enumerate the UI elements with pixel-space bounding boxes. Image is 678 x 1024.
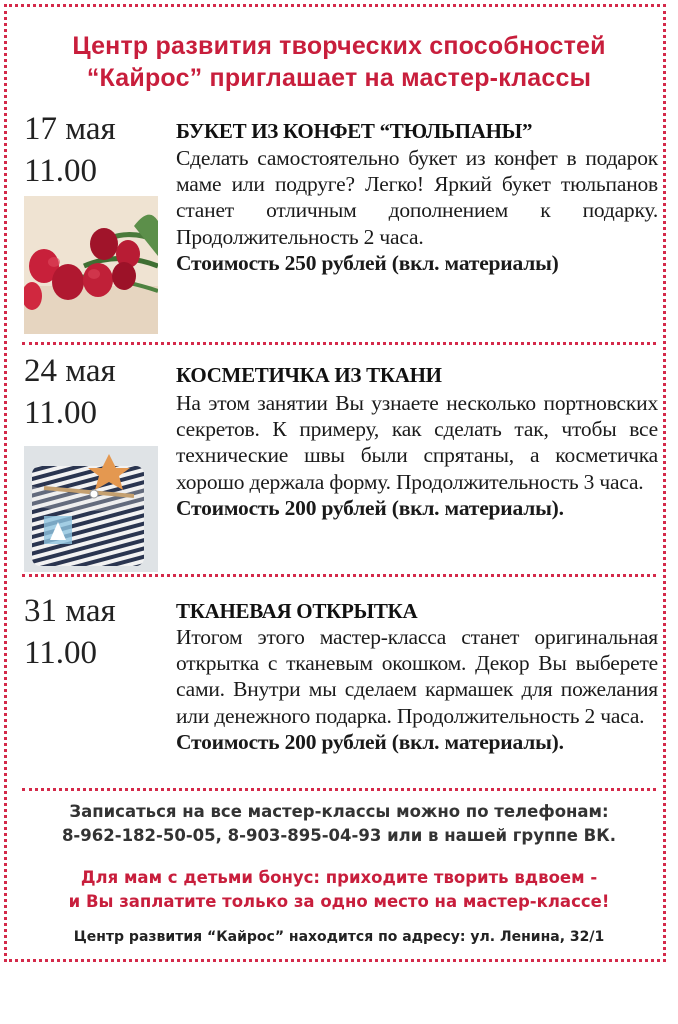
- class-2-time: 11.00: [24, 395, 98, 431]
- class-1-description-block: [176, 145, 658, 276]
- header-line-2: “Кайрос” приглашает на мастер-классы: [86, 64, 592, 92]
- class-3-date: 31 мая: [24, 593, 116, 629]
- separator-1: [22, 342, 656, 345]
- class-2-description: На этом занятии Вы узнаете несколько портновских секретов. К примеру, как сделать так, чтобы все технические швы были спрятаны, а косметичка хорошо держала форму. Продолжительность 3 часа.: [176, 391, 658, 494]
- class-3-datetime: [24, 590, 164, 674]
- bonus-line-2: и Вы заплатите только за одно место на мастер-классе!: [68, 892, 610, 911]
- signup-info: [0, 800, 678, 848]
- class-2-cosmetic-bag-photo: [24, 446, 158, 584]
- class-1-datetime: [24, 108, 164, 192]
- class-1-title: БУКЕТ ИЗ КОНФЕТ “ТЮЛЬПАНЫ”: [176, 119, 533, 143]
- class-3-time: 11.00: [24, 635, 98, 671]
- class-3-title: ТКАНЕВАЯ ОТКРЫТКА: [176, 599, 418, 623]
- class-2-date: 24 мая: [24, 353, 116, 389]
- class-3-description-block: [176, 624, 658, 755]
- class-3-description: Итогом этого мастер-класса станет оригинальная открытка с тканевым окошком. Декор Вы выберете сами. Внутри мы сделаем кармашек для пожелания или денежного подарка. Продолжительность 2 часа.: [176, 625, 658, 728]
- signup-line-1: Записаться на все мастер-классы можно по телефонам:: [69, 802, 609, 821]
- class-2-price: Стоимость 200 рублей (вкл. материалы).: [176, 495, 564, 520]
- class-3-price: Стоимость 200 рублей (вкл. материалы).: [176, 729, 564, 754]
- class-1-tulip-bouquet-photo: [24, 196, 158, 334]
- address-info: Центр развития “Кайрос” находится по адресу: ул. Ленина, 32/1: [73, 929, 605, 945]
- class-1-time: 11.00: [24, 153, 98, 189]
- class-2-datetime: [24, 350, 164, 434]
- header-line-1: Центр развития творческих способностей: [72, 32, 606, 60]
- separator-3: [22, 788, 656, 791]
- page-header: [0, 30, 678, 94]
- class-1-description: Сделать самостоятельно букет из конфет в подарок маме или подруге? Легко! Яркий букет тюльпанов станет отличным дополнением к подарку. Продолжительность 2 часа.: [176, 146, 658, 249]
- class-2-description-block: [176, 390, 658, 521]
- separator-2: [22, 574, 656, 577]
- class-2-title: КОСМЕТИЧКА ИЗ ТКАНИ: [176, 363, 442, 387]
- signup-phones-line: 8-962-182-50-05, 8-903-895-04-93 или в нашей группе ВК.: [61, 826, 617, 845]
- bonus-line-1: Для мам с детьми бонус: приходите творить вдвоем -: [80, 868, 598, 887]
- bonus-info: [0, 866, 678, 914]
- class-1-date: 17 мая: [24, 111, 116, 147]
- class-1-price: Стоимость 250 рублей (вкл. материалы): [176, 250, 559, 275]
